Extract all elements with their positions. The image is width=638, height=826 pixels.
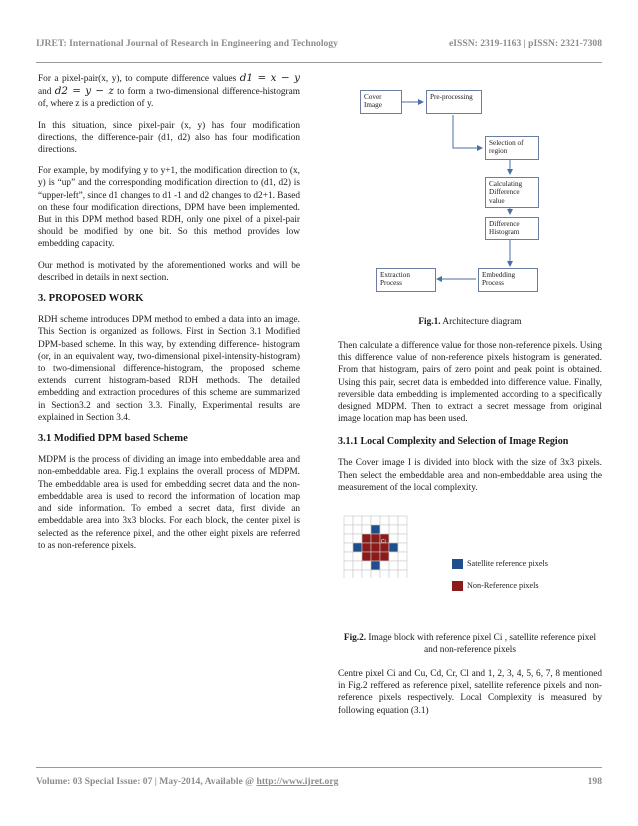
pixel-cell [398,543,407,552]
arrow-preproc-to-selection [453,115,482,148]
center-pixel-label: Ci [381,539,386,546]
section-heading-local-complexity: 3.1.1 Local Complexity and Selection of Image Region [338,436,569,448]
pixel-cell [389,525,398,534]
pixel-cell [353,552,362,561]
box-extraction-process: Extraction Process [376,268,436,292]
pixel-cell [398,552,407,561]
paragraph-centre-pixel: Centre pixel Ci and Cu, Cd, Cr, Cl and 1, 2, 3, 4, 5, 6, 7, 8 mentioned in Fig.2 reffered as reference pixel, satellite reference pixels and non-reference pixels respectively. Local Complexity is measured by following equation (3.1) [338,669,602,716]
pixel-cell [371,516,380,525]
running-footer [36,776,602,787]
section-heading-modified-dpm: 3.1 Modified DPM based Scheme [38,433,188,445]
architecture-diagram [338,80,602,308]
paragraph-modification-directions: In this situation, since pixel-pair (x, y) has four modification directions, the difference-pair (d1, d2) also has four modification directions. [38,120,300,156]
left-column [38,72,300,561]
issn: eISSN: 2319-1163 | pISSN: 2321-7308 [449,38,602,49]
footer-rule [36,767,602,768]
pixel-cell [353,525,362,534]
pixel-cell [380,570,389,578]
pixel-cell [353,534,362,543]
paragraph-difference-values: For a pixel-pair(x, y), to compute difference values d1 = x − y and d2 = y − z to form a two-dimensional difference-histogram of, where z is a prediction of y. [38,72,300,110]
pixel-cell [344,570,353,578]
pixel-cell [371,552,380,561]
pixel-cell [371,525,380,534]
pixel-cell [398,570,407,578]
pixel-cell [362,534,371,543]
pixel-cell [398,534,407,543]
pixel-cell [371,570,380,578]
equation-d1: d1 = x − y [239,72,300,84]
satellite-swatch [452,559,463,569]
paragraph-example: For example, by modifying y to y+1, the modification direction to (x, y) is “up” and the corresponding modification direction to (d1, d2) is “upper-left”, since d1 changes to d1 -1 and d2 changes to d2+1. Based on these four modification directions, DPM have been implemented. But in this DPM method based RDH, only one pixel of a pixel-pair should be modified by one bit. So this method provides low embedding capacity. [38,166,300,250]
pixel-cell [353,570,362,578]
pixel-cell [371,534,380,543]
equation-d2: d2 = y − z [54,85,114,98]
pixel-cell [371,561,380,570]
paragraph-cover-image-blocks: The Cover image I is divided into block with the size of 3x3 pixels. Then select the embeddable area and non-embeddable area using the measurement of the local complexity. [338,458,602,493]
box-difference-histogram: Difference Histogram [485,217,539,240]
box-selection-of-region: Selection of region [485,136,539,160]
pixel-cell [353,516,362,525]
pixel-cell [380,552,389,561]
volume-info: Volume: 03 Special Issue: 07 | May-2014, Available @ http://www.ijret.org [36,776,339,787]
section-heading-proposed-work: 3. PROPOSED WORK [38,293,144,305]
pixel-cell [362,516,371,525]
pixel-cell [398,561,407,570]
pixel-cell [344,525,353,534]
running-header [36,38,602,49]
pixel-cell [380,561,389,570]
pixel-cell [344,534,353,543]
figure1-caption: Fig.1. Architecture diagram [418,317,522,327]
pixel-cell [389,516,398,525]
journal-title: IJRET: International Journal of Research in Engineering and Technology [36,38,338,49]
legend-satellite: Satellite reference pixels [452,558,548,570]
pixel-cell [353,561,362,570]
page-number: 198 [587,776,602,787]
image-block-figure [338,508,602,620]
paragraph-difference-histogram: Then calculate a difference value for those non-reference pixels. Using this difference value of non-reference pixels histogram is generated. From that histogram, pairs of zero point and peak point is obtained. Using this pair, secret data is embedded into difference value. Finally, reversible data embedding is implemented according to a specifically designed MDPM. Then to extract a secret message from original image location map has been used. [338,341,602,425]
pixel-cell [398,516,407,525]
pixel-cell [371,543,380,552]
pixel-grid [338,508,438,578]
box-embedding-process: Embedding Process [478,268,538,292]
box-cover-image: Cover Image [360,90,402,114]
figure2-caption: Fig.2. Image block with reference pixel Ci , satellite reference pixel and non-reference pixels [343,633,597,656]
pixel-cell [362,561,371,570]
legend-non-reference: Non-Reference pixels [452,580,539,592]
pixel-cell [362,570,371,578]
nonref-swatch [452,581,463,591]
pixel-cell [389,561,398,570]
pixel-cell [380,516,389,525]
header-rule [36,62,602,63]
box-calculating-difference: Calculating Difference value [485,177,539,208]
paragraph-motivation: Our method is motivated by the aforementioned works and will be described in details in next section. [38,260,300,283]
pixel-cell [398,525,407,534]
pixel-cell [389,543,398,552]
pixel-cell [389,534,398,543]
pixel-cell [362,543,371,552]
pixel-cell [353,543,362,552]
pixel-cell [344,543,353,552]
pixel-cell [380,525,389,534]
pixel-cell [362,552,371,561]
pixel-cell [389,552,398,561]
paragraph-proposed-work: RDH scheme introduces DPM method to embed a data into an image. This Section is organized as follows. First in Section 3.1 Modified DPM-based scheme. In this way, by extending difference- histogram (or, in an equivalent way, two-dimensional pixel-intensity-histogram) to two-dimensional difference-histogram, the proposed scheme extends current histogram-based RDH methods. The detailed embedding and extraction procedures of this scheme are summarized in Section3.2 and section 3.3. Finally, Experimental results are explained in Section 3.4. [38,315,300,423]
journal-link[interactable]: http://www.ijret.org [256,776,339,787]
pixel-cell [344,552,353,561]
box-pre-processing: Pre-processing [426,90,482,114]
pixel-cell [362,525,371,534]
pixel-cell [344,561,353,570]
right-column [338,74,602,726]
paragraph-mdpm: MDPM is the process of dividing an image into embeddable area and non-embeddable area. Fig.1 explains the overall process of MDPM. The embeddable area is used for embedding secret data and the non-embeddable area is used to record the information of location map and side information. To embed a secret data, first divide an embeddable area into 3x3 blocks. For each block, the center pixel is selected as the reference pixel, and the other eight pixels are referred to as non-reference pixels. [38,455,300,551]
pixel-cell [389,570,398,578]
pixel-cell [344,516,353,525]
